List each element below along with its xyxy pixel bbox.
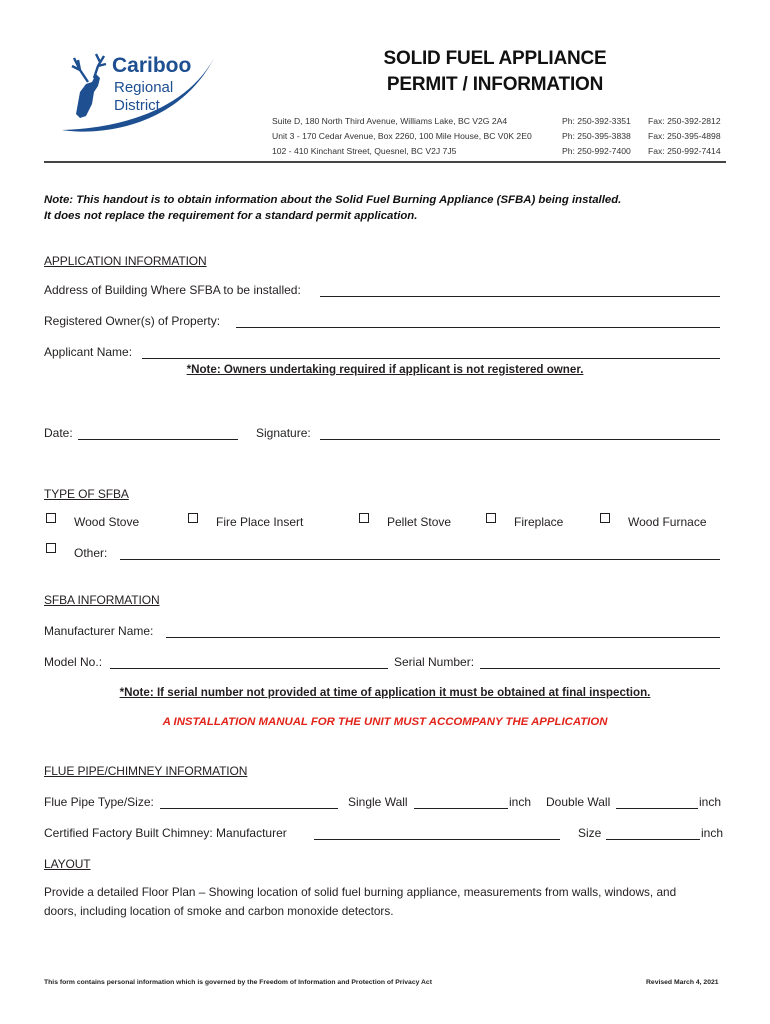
office-faxes [648,114,728,159]
cariboo-regional-district-logo [58,44,218,136]
layout-instructions-line2: doors, including location of smoke and carbon monoxide detectors. [44,904,394,918]
model-field[interactable] [110,668,388,669]
pellet-stove-checkbox[interactable] [359,513,369,523]
wood-furnace-checkbox[interactable] [600,513,610,523]
header-divider [44,161,726,163]
form-title [340,46,650,98]
serial-field[interactable] [480,668,720,669]
chimney-size-inch-label: inch [701,826,724,840]
chimney-manufacturer-field[interactable] [314,839,560,840]
phone-quesnel: Ph: 250-992-7400 [562,146,631,156]
phone-100-mile-house: Ph: 250-395-3838 [562,131,631,141]
single-wall-field[interactable] [414,808,508,809]
fire-place-insert-label: Fire Place Insert [216,515,304,529]
office-address-100-mile-house: Unit 3 - 170 Cedar Avenue, Box 2260, 100 Mile House, BC V0K 2E0 [272,131,532,141]
caribou-logo-icon [58,44,218,136]
type-of-sfba-heading: TYPE OF SFBA [44,487,129,501]
flue-type-label: Flue Pipe Type/Size: [44,795,154,809]
single-wall-label: Single Wall [348,795,408,809]
chimney-size-label: Size [578,826,602,840]
office-addresses [272,114,557,159]
logo-line3: District [114,97,160,114]
office-phones [562,114,647,159]
serial-label: Serial Number: [394,655,475,669]
other-checkbox[interactable] [46,543,56,553]
office-address-quesnel: 102 - 410 Kinchant Street, Quesnel, BC V2J 7J5 [272,146,457,156]
double-wall-field[interactable] [616,808,698,809]
double-wall-label: Double Wall [546,795,611,809]
wood-stove-checkbox[interactable] [46,513,56,523]
fireplace-label: Fireplace [514,515,564,529]
owner-label: Registered Owner(s) of Property: [44,314,221,328]
title-line1: SOLID FUEL APPLIANCE [383,48,607,69]
fax-100-mile-house: Fax: 250-395-4898 [648,131,721,141]
model-label: Model No.: [44,655,103,669]
title-line2: PERMIT / INFORMATION [386,74,604,95]
applicant-field[interactable] [142,358,720,359]
wood-stove-label: Wood Stove [74,515,140,529]
chimney-size-field[interactable] [606,839,700,840]
signature-field[interactable] [320,439,720,440]
handout-note-line1: Note: This handout is to obtain information about the Solid Fuel Burning Appliance (SFBA) being installed. [44,194,622,206]
owner-undertaking-note: *Note: Owners undertaking required if applicant is not registered owner. [186,363,584,376]
fax-williams-lake: Fax: 250-392-2812 [648,116,721,126]
manufacturer-label: Manufacturer Name: [44,624,154,638]
handout-note [44,192,621,224]
phone-williams-lake: Ph: 250-392-3351 [562,116,631,126]
other-field[interactable] [120,559,720,560]
handout-note-line2: It does not replace the requirement for a standard permit application. [44,210,418,222]
installation-manual-note: A INSTALLATION MANUAL FOR THE UNIT MUST ACCOMPANY THE APPLICATION [162,716,608,728]
fax-quesnel: Fax: 250-992-7414 [648,146,721,156]
chimney-manufacturer-label: Certified Factory Built Chimney: Manufacturer [44,826,287,840]
signature-label: Signature: [256,426,311,440]
logo-line1: Cariboo [112,54,192,77]
other-label: Other: [74,546,108,560]
layout-instructions [44,883,676,921]
office-address-williams-lake: Suite D, 180 North Third Avenue, Williams Lake, BC V2G 2A4 [272,116,508,126]
double-wall-inch-label: inch [699,795,722,809]
privacy-footer: This form contains personal information which is governed by the Freedom of Information and Protection of Privacy Act [44,979,432,986]
logo-line2: Regional [114,79,174,96]
applicant-label: Applicant Name: [44,345,133,359]
flue-pipe-heading: FLUE PIPE/CHIMNEY INFORMATION [44,764,248,778]
address-field[interactable] [320,296,720,297]
revised-date: Revised March 4, 2021 [646,979,719,986]
layout-instructions-line1: Provide a detailed Floor Plan – Showing location of solid fuel burning appliance, measurements from walls, windows, and [44,885,677,899]
wood-furnace-label: Wood Furnace [628,515,707,529]
application-info-heading: APPLICATION INFORMATION [44,254,207,268]
flue-type-field[interactable] [160,808,338,809]
date-field[interactable] [78,439,238,440]
address-label: Address of Building Where SFBA to be installed: [44,283,301,297]
fireplace-checkbox[interactable] [486,513,496,523]
date-label: Date: [44,426,73,440]
layout-heading: LAYOUT [44,857,91,871]
sfba-info-heading: SFBA INFORMATION [44,593,160,607]
fire-place-insert-checkbox[interactable] [188,513,198,523]
pellet-stove-label: Pellet Stove [387,515,452,529]
serial-number-note: *Note: If serial number not provided at time of application it must be obtained at final inspection. [119,686,651,699]
single-wall-inch-label: inch [509,795,532,809]
owner-field[interactable] [236,327,720,328]
manufacturer-field[interactable] [166,637,720,638]
